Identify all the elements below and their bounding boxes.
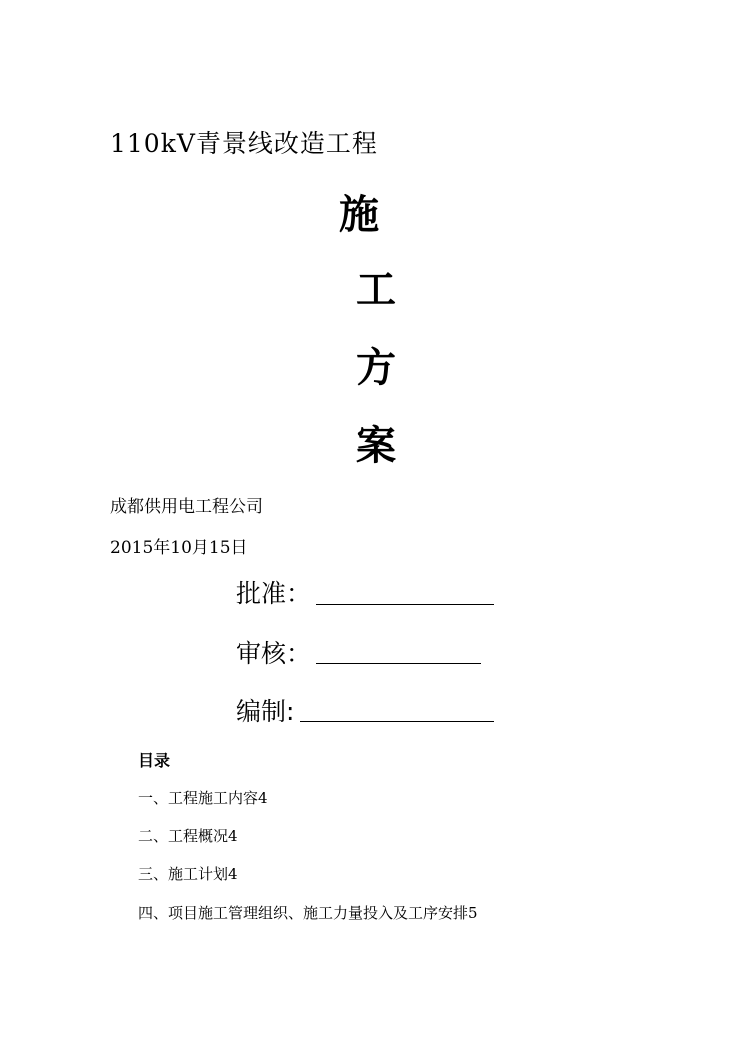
doc-title-char-2: 工 [356,267,396,313]
compile-signature-line[interactable] [300,721,494,722]
approve-signature-line[interactable] [316,604,494,605]
compile-label: 编制: [236,697,295,726]
doc-title-char-1: 施 [339,192,379,238]
project-title: 110kV青景线改造工程 [110,129,378,158]
toc-item[interactable]: 一、工程施工内容4 [138,789,268,807]
toc-heading: 目录 [138,751,171,770]
toc-item[interactable]: 四、项目施工管理组织、施工力量投入及工序安排5 [138,904,478,922]
company-name: 成都供用电工程公司 [110,497,263,517]
review-signature-line[interactable] [316,663,481,664]
toc-item[interactable]: 三、施工计划4 [138,865,238,883]
doc-title-char-3: 方 [356,345,396,391]
doc-title-char-4: 案 [356,423,396,469]
approve-label: 批准： [236,579,312,608]
toc-item[interactable]: 二、工程概况4 [138,827,238,845]
review-label: 审核： [236,639,312,668]
document-date: 2015年10月15日 [110,538,248,558]
